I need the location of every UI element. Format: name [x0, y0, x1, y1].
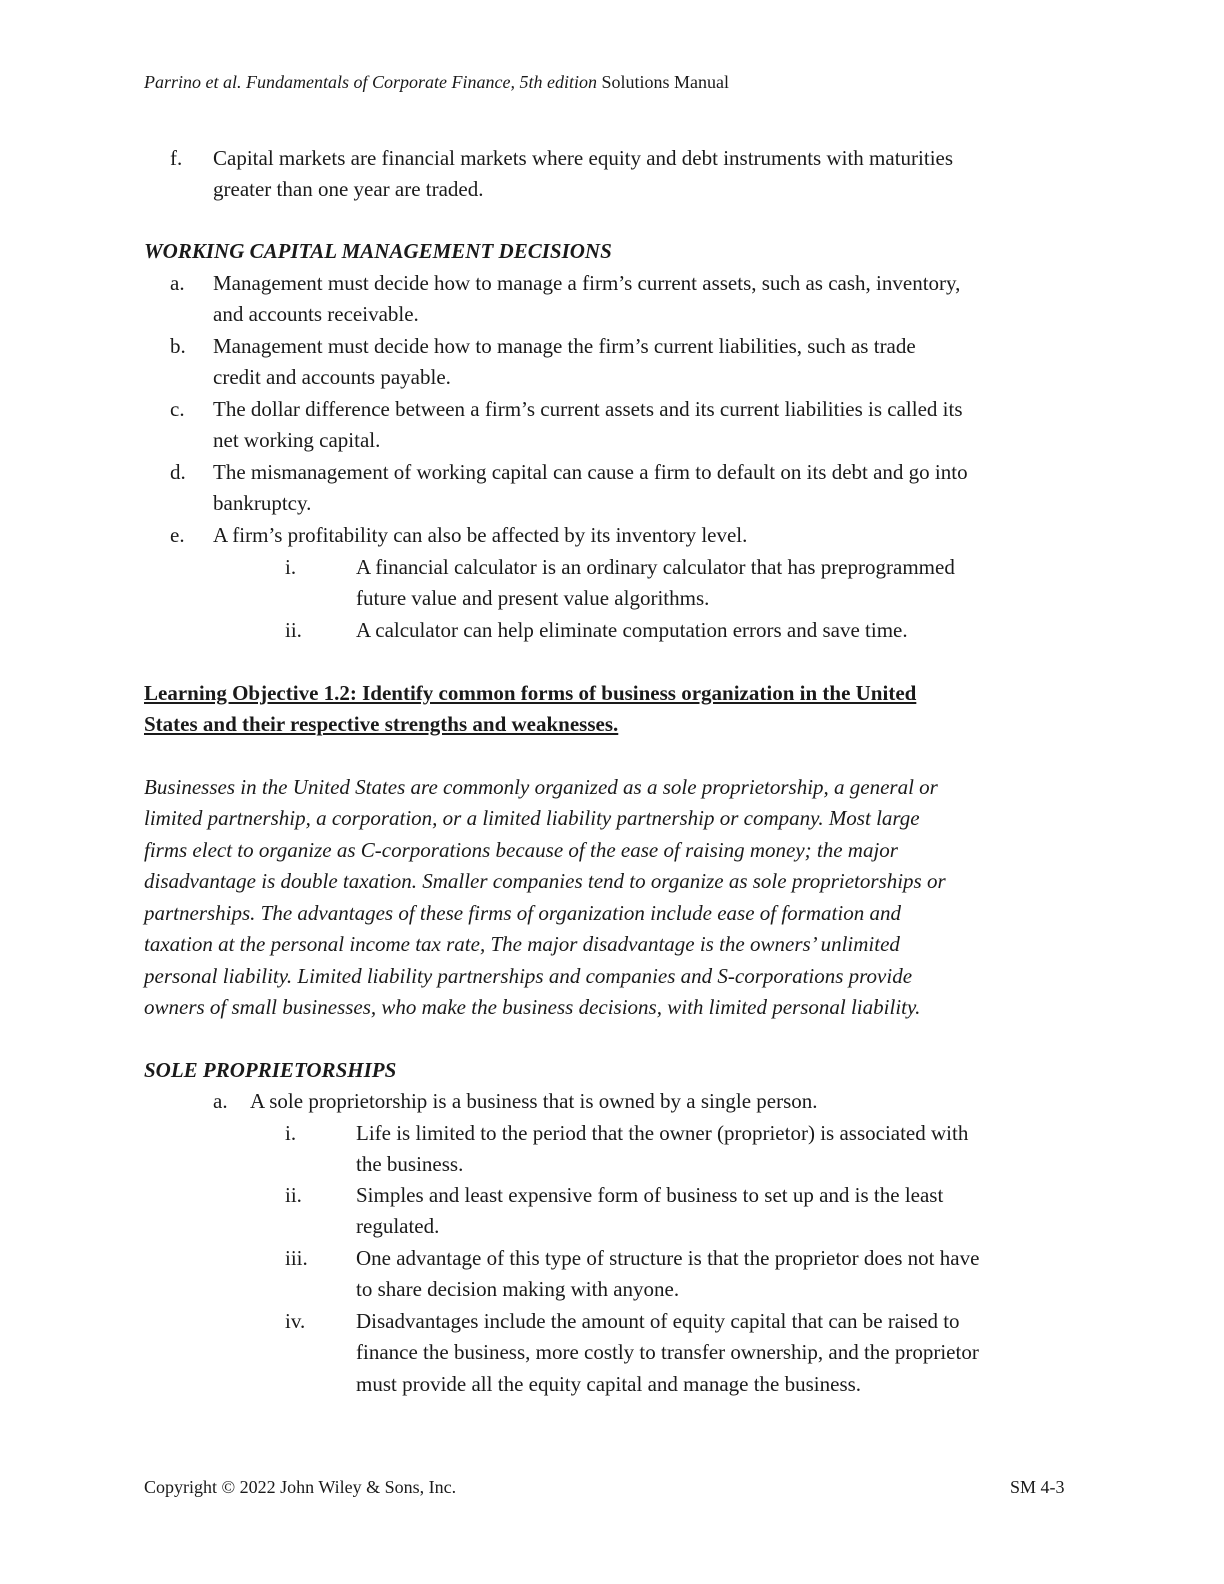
learning-objective-heading: Learning Objective 1.2: Identify common forms of business organization in the United: [144, 681, 917, 705]
summary-line: personal liability. Limited liability partnerships and companies and S-corporations provide: [144, 964, 913, 988]
list-item-text: credit and accounts payable.: [213, 365, 451, 389]
summary-line: Businesses in the United States are commonly organized as a sole proprietorship, a general or: [144, 775, 938, 799]
list-item-text: Management must decide how to manage the firm’s current liabilities, such as trade: [213, 334, 916, 358]
sublist-item-text: regulated.: [356, 1214, 440, 1238]
sublist-item-text: the business.: [356, 1152, 464, 1176]
running-header: [144, 72, 729, 93]
summary-line: owners of small businesses, who make the business decisions, with limited personal liability.: [144, 995, 921, 1019]
footer-page-number: SM 4-3: [1010, 1477, 1065, 1497]
list-marker-f: f.: [170, 146, 183, 170]
list-item-text: greater than one year are traded.: [213, 177, 484, 201]
list-item-text: bankruptcy.: [213, 491, 312, 515]
running-header-title: Parrino et al. Fundamentals of Corporate Finance, 5th edition: [144, 72, 597, 92]
sublist-marker: i.: [285, 555, 297, 579]
list-item-text: and accounts receivable.: [213, 302, 419, 326]
list-item-text: The dollar difference between a firm’s current assets and its current liabilities is called its: [213, 397, 963, 421]
sublist-item-text: finance the business, more costly to transfer ownership, and the proprietor: [356, 1340, 979, 1364]
learning-objective-heading: States and their respective strengths and weaknesses.: [144, 712, 619, 736]
list-item-text: Capital markets are financial markets where equity and debt instruments with maturities: [213, 146, 954, 170]
section-heading-working-capital: WORKING CAPITAL MANAGEMENT DECISIONS: [144, 239, 612, 263]
sublist-marker: i.: [285, 1121, 297, 1145]
sublist-item-text: A financial calculator is an ordinary calculator that has preprogrammed: [356, 555, 955, 579]
sublist-marker: ii.: [285, 1183, 302, 1207]
list-marker: a.: [170, 271, 185, 295]
list-marker: b.: [170, 334, 186, 358]
sublist-marker: iv.: [285, 1309, 306, 1333]
sublist-item-text: Disadvantages include the amount of equity capital that can be raised to: [356, 1309, 960, 1333]
footer-copyright: Copyright © 2022 John Wiley & Sons, Inc.: [144, 1477, 457, 1497]
sublist-item-text: to share decision making with anyone.: [356, 1277, 680, 1301]
list-item-text: A firm’s profitability can also be affected by its inventory level.: [213, 523, 748, 547]
list-item-text: Management must decide how to manage a firm’s current assets, such as cash, inventory,: [213, 271, 961, 295]
list-marker: c.: [170, 397, 185, 421]
section-heading-sole-proprietorships: SOLE PROPRIETORSHIPS: [144, 1058, 397, 1082]
summary-line: partnerships. The advantages of these firms of organization include ease of formation and: [144, 901, 901, 925]
list-item-text: A sole proprietorship is a business that is owned by a single person.: [250, 1089, 818, 1113]
list-item-text: The mismanagement of working capital can cause a firm to default on its debt and go into: [213, 460, 968, 484]
list-marker: d.: [170, 460, 186, 484]
list-item-text: net working capital.: [213, 428, 381, 452]
sublist-item-text: future value and present value algorithms.: [356, 586, 710, 610]
sublist-marker: iii.: [285, 1246, 308, 1270]
list-marker: e.: [170, 523, 185, 547]
summary-line: disadvantage is double taxation. Smaller companies tend to organize as sole proprietorships or: [144, 869, 946, 893]
summary-line: firms elect to organize as C-corporations because of the ease of raising money; the major: [144, 838, 898, 862]
list-marker: a.: [213, 1089, 228, 1113]
sublist-marker: ii.: [285, 618, 302, 642]
summary-line: limited partnership, a corporation, or a limited liability partnership or company. Most large: [144, 806, 920, 830]
running-header-suffix: Solutions Manual: [596, 72, 729, 92]
sublist-item-text: Simples and least expensive form of business to set up and is the least: [356, 1183, 944, 1207]
sublist-item-text: Life is limited to the period that the owner (proprietor) is associated with: [356, 1121, 969, 1145]
sublist-item-text: A calculator can help eliminate computation errors and save time.: [356, 618, 908, 642]
summary-line: taxation at the personal income tax rate, The major disadvantage is the owners’ unlimited: [144, 932, 900, 956]
sublist-item-text: must provide all the equity capital and manage the business.: [356, 1372, 862, 1396]
sublist-item-text: One advantage of this type of structure is that the proprietor does not have: [356, 1246, 980, 1270]
